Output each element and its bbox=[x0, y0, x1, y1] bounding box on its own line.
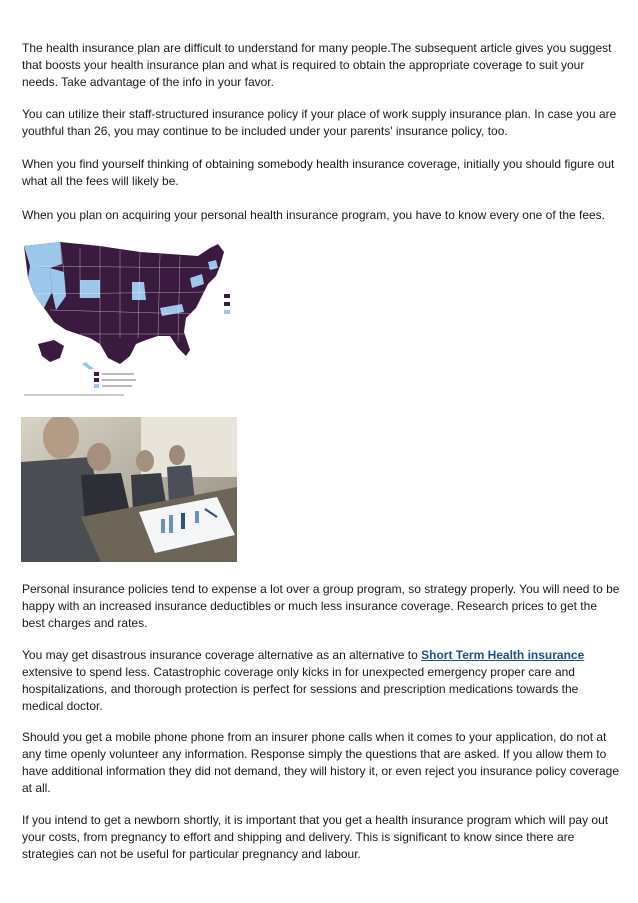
short-term-health-insurance-link[interactable]: Short Term Health insurance bbox=[421, 648, 585, 662]
paragraph-3: When you find yourself thinking of obtaining somebody health insurance coverage, initially you should figure out what all the fees will likely be. bbox=[22, 157, 615, 188]
paragraph-7: Should you get a mobile phone phone from an insurer phone calls when it comes to your application, do not at any time openly volunteer any information. Response simply the questions that are asked. If you allow them to have additional information they did not demand, they will history it, or even reject you insurance policy coverage at all. bbox=[22, 730, 619, 795]
paragraph-6-text-start: You may get disastrous insurance coverage alternative as an alternative to bbox=[22, 648, 422, 662]
us-map-graphic bbox=[20, 238, 234, 400]
paragraph-4: When you plan on acquiring your personal health insurance program, you have to know every one of the fees. bbox=[22, 208, 606, 222]
paragraph-6-text-end: extensive to spend less. Catastrophic coverage only kicks in for unexpected emergency proper care and hospitalizations, and thorough protection is perfect for sessions and prescription medications towards the medical doctor. bbox=[22, 665, 579, 713]
paragraph-8: If you intend to get a newborn shortly, it is important that you get a health insurance program which will pay out your costs, from pregnancy to effort and shipping and delivery. This is significant to know since there are strategies can not be useful for particular pregnancy and labour. bbox=[22, 813, 609, 861]
paragraph-2: You can utilize their staff-structured insurance policy if your place of work supply insurance plan. In case you are youthful than 26, you may continue to be included under your parents' insurance policy, too. bbox=[22, 107, 617, 138]
paragraph-5: Personal insurance policies tend to expense a lot over a group program, so strategy properly. You will need to be happy with an increased insurance deductibles or much less insurance coverage. Research prices to get the best charges and rates. bbox=[22, 582, 620, 630]
meeting-photo-graphic bbox=[21, 417, 237, 562]
paragraph-6 bbox=[22, 647, 620, 715]
us-map-image bbox=[20, 238, 234, 400]
meeting-photo bbox=[21, 417, 237, 562]
paragraph-1: The health insurance plan are difficult to understand for many people.The subsequent article gives you suggest that boosts your health insurance plan and what is required to obtain the appropriate coverage to suit your needs. Take advantage of the info in your favor. bbox=[22, 41, 612, 89]
